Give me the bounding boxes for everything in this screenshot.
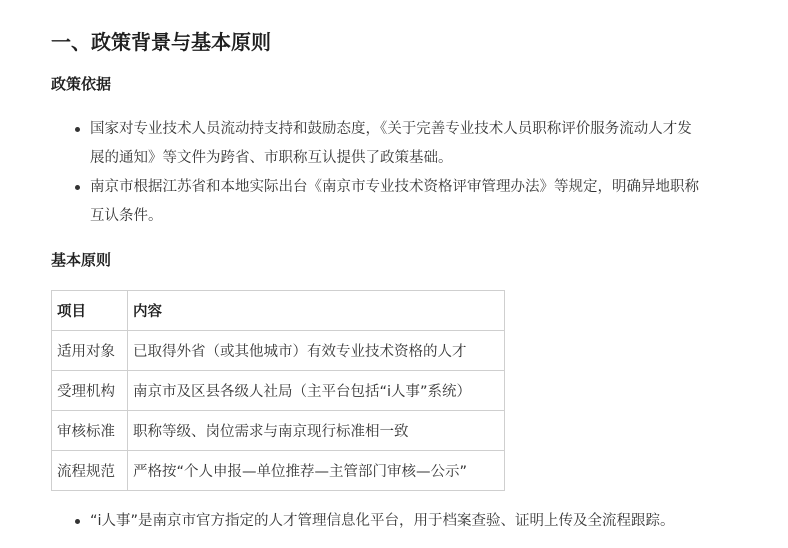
- principles-table: [51, 290, 505, 491]
- list-item: [71, 507, 771, 536]
- table-cell-content: 职称等级、岗位需求与南京现行标准相一致: [128, 411, 505, 451]
- list-item-line: 国家对专业技术人员流动持支持和鼓励态度，《关于完善专业技术人员职称评价服务流动人才发: [90, 121, 692, 137]
- list-item: [71, 173, 771, 231]
- list-item-line: 南京市根据江苏省和本地实际出台《南京市专业技术资格评审管理办法》等规定，明确异地职称: [90, 179, 699, 195]
- table-cell-item: 审核标准: [52, 411, 128, 451]
- note-text: “i人事”是南京市官方指定的人才管理信息化平台，用于档案查验、证明上传及全流程跟踪。: [90, 513, 675, 529]
- table-header-content: 内容: [128, 291, 505, 331]
- table-cell-item: 流程规范: [52, 451, 128, 491]
- table-cell-content: 严格按“个人申报—单位推荐—主管部门审核—公示”: [128, 451, 505, 491]
- table-header-item: 项目: [52, 291, 128, 331]
- section-title: 一、政策背景与基本原则: [51, 30, 271, 54]
- table-cell-item: 受理机构: [52, 371, 128, 411]
- table-cell-item: 适用对象: [52, 331, 128, 371]
- note-list: [71, 507, 771, 536]
- table-row: [52, 451, 505, 491]
- list-item: [71, 115, 771, 173]
- table-header-row: [52, 291, 505, 331]
- policy-basis-heading: 政策依据: [51, 75, 112, 93]
- table-row: [52, 371, 505, 411]
- table-cell-content: 南京市及区县各级人社局（主平台包括“i人事”系统）: [128, 371, 505, 411]
- list-item-line: 展的通知》等文件为跨省、市职称互认提供了政策基础。: [90, 150, 453, 166]
- table-row: [52, 331, 505, 371]
- table-row: [52, 411, 505, 451]
- table-cell-content: 已取得外省（或其他城市）有效专业技术资格的人才: [128, 331, 505, 371]
- list-item-line: 互认条件。: [90, 208, 163, 224]
- policy-basis-list: [71, 115, 771, 231]
- basic-principles-heading: 基本原则: [51, 251, 112, 269]
